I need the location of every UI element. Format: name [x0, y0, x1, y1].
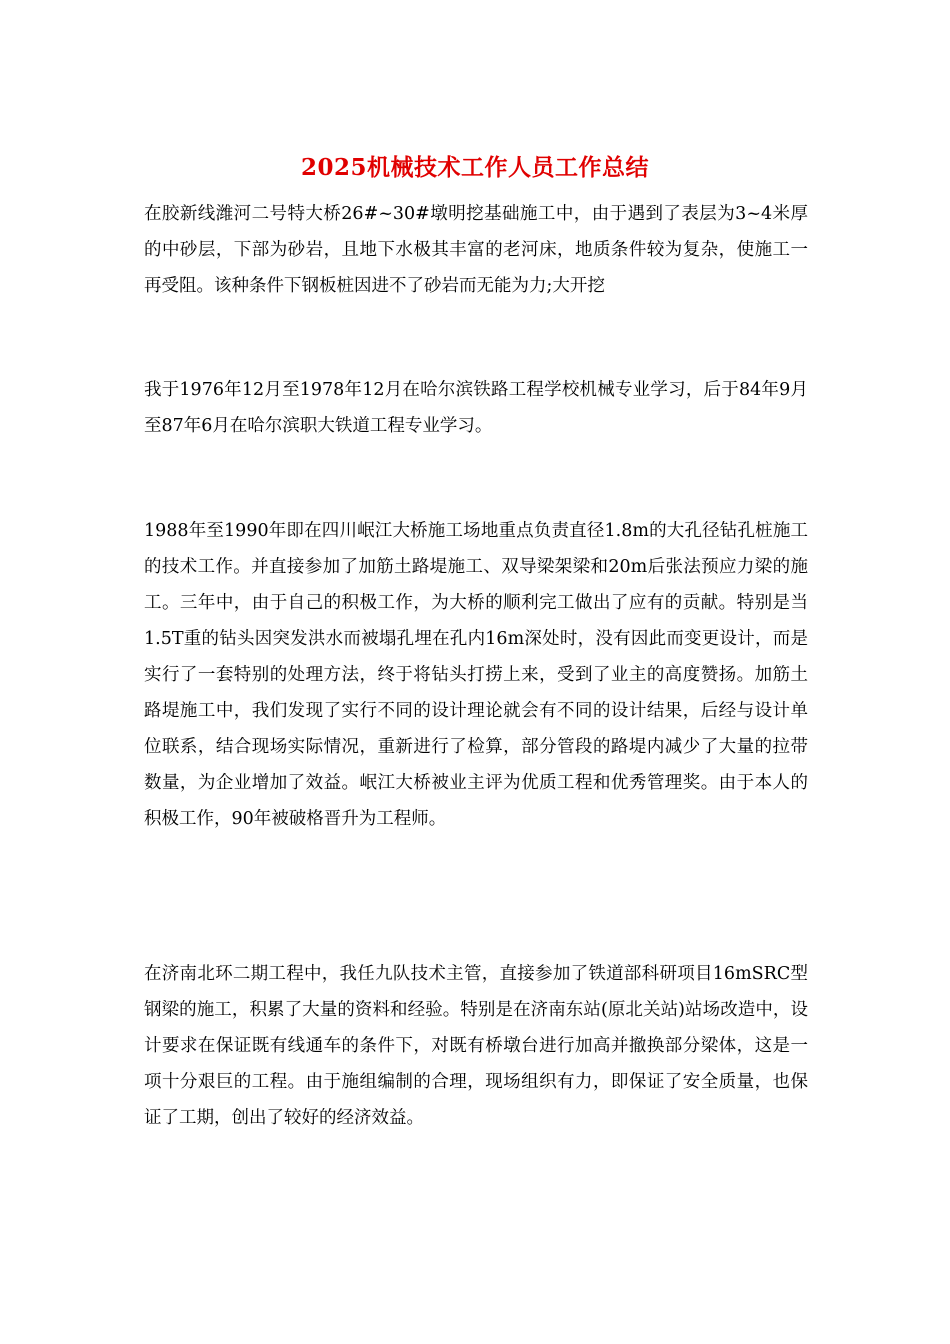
document-title: 2025机械技术工作人员工作总结 [300, 154, 649, 181]
paragraph-education: 我于1976年12月至1978年12月在哈尔滨铁路工程学校机械专业学习，后于84年9月至87年6月在哈尔滨职大铁道工程专业学习。 [144, 380, 808, 436]
paragraph-foundation-construction: 在胶新线潍河二号特大桥26#~30#墩明挖基础施工中，由于遇到了表层为3~4米厚的中砂层，下部为砂岩，且地下水极其丰富的老河床，地质条件较为复杂，使施工一再受阻。该种条件下钢板桩因进不了砂岩而无能为力;大开挖 [144, 204, 808, 296]
paragraph-minjiang-bridge: 1988年至1990年即在四川岷江大桥施工场地重点负责直径1.8m的大孔径钻孔桩施工的技术工作。并直接参加了加筋土路堤施工、双导梁架梁和20m后张法预应力梁的施工。三年中，由于自己的积极工作，为大桥的顺利完工做出了应有的贡献。特别是当1.5T重的钻头因突发洪水而被塌孔埋在孔内16m深处时，没有因此而变更设计，而是实行了一套特别的处理方法，终于将钻头打捞上来，受到了业主的高度赞扬。加筋土路堤施工中，我们发现了实行不同的设计理论就会有不同的设计结果，后经与设计单位联系，结合现场实际情况，重新进行了检算，部分管段的路堤内减少了大量的拉带数量，为企业增加了效益。岷江大桥被业主评为优质工程和优秀管理奖。由于本人的积极工作，90年被破格晋升为工程师。 [144, 521, 808, 829]
paragraph-jinan-project: 在济南北环二期工程中，我任九队技术主管，直接参加了铁道部科研项目16mSRC型钢梁的施工，积累了大量的资料和经验。特别是在济南东站(原北关站)站场改造中，设计要求在保证既有线通车的条件下，对既有桥墩台进行加高并撤换部分梁体，这是一项十分艰巨的工程。由于施组编制的合理，现场组织有力，即保证了安全质量，也保证了工期，创出了较好的经济效益。 [144, 964, 808, 1128]
